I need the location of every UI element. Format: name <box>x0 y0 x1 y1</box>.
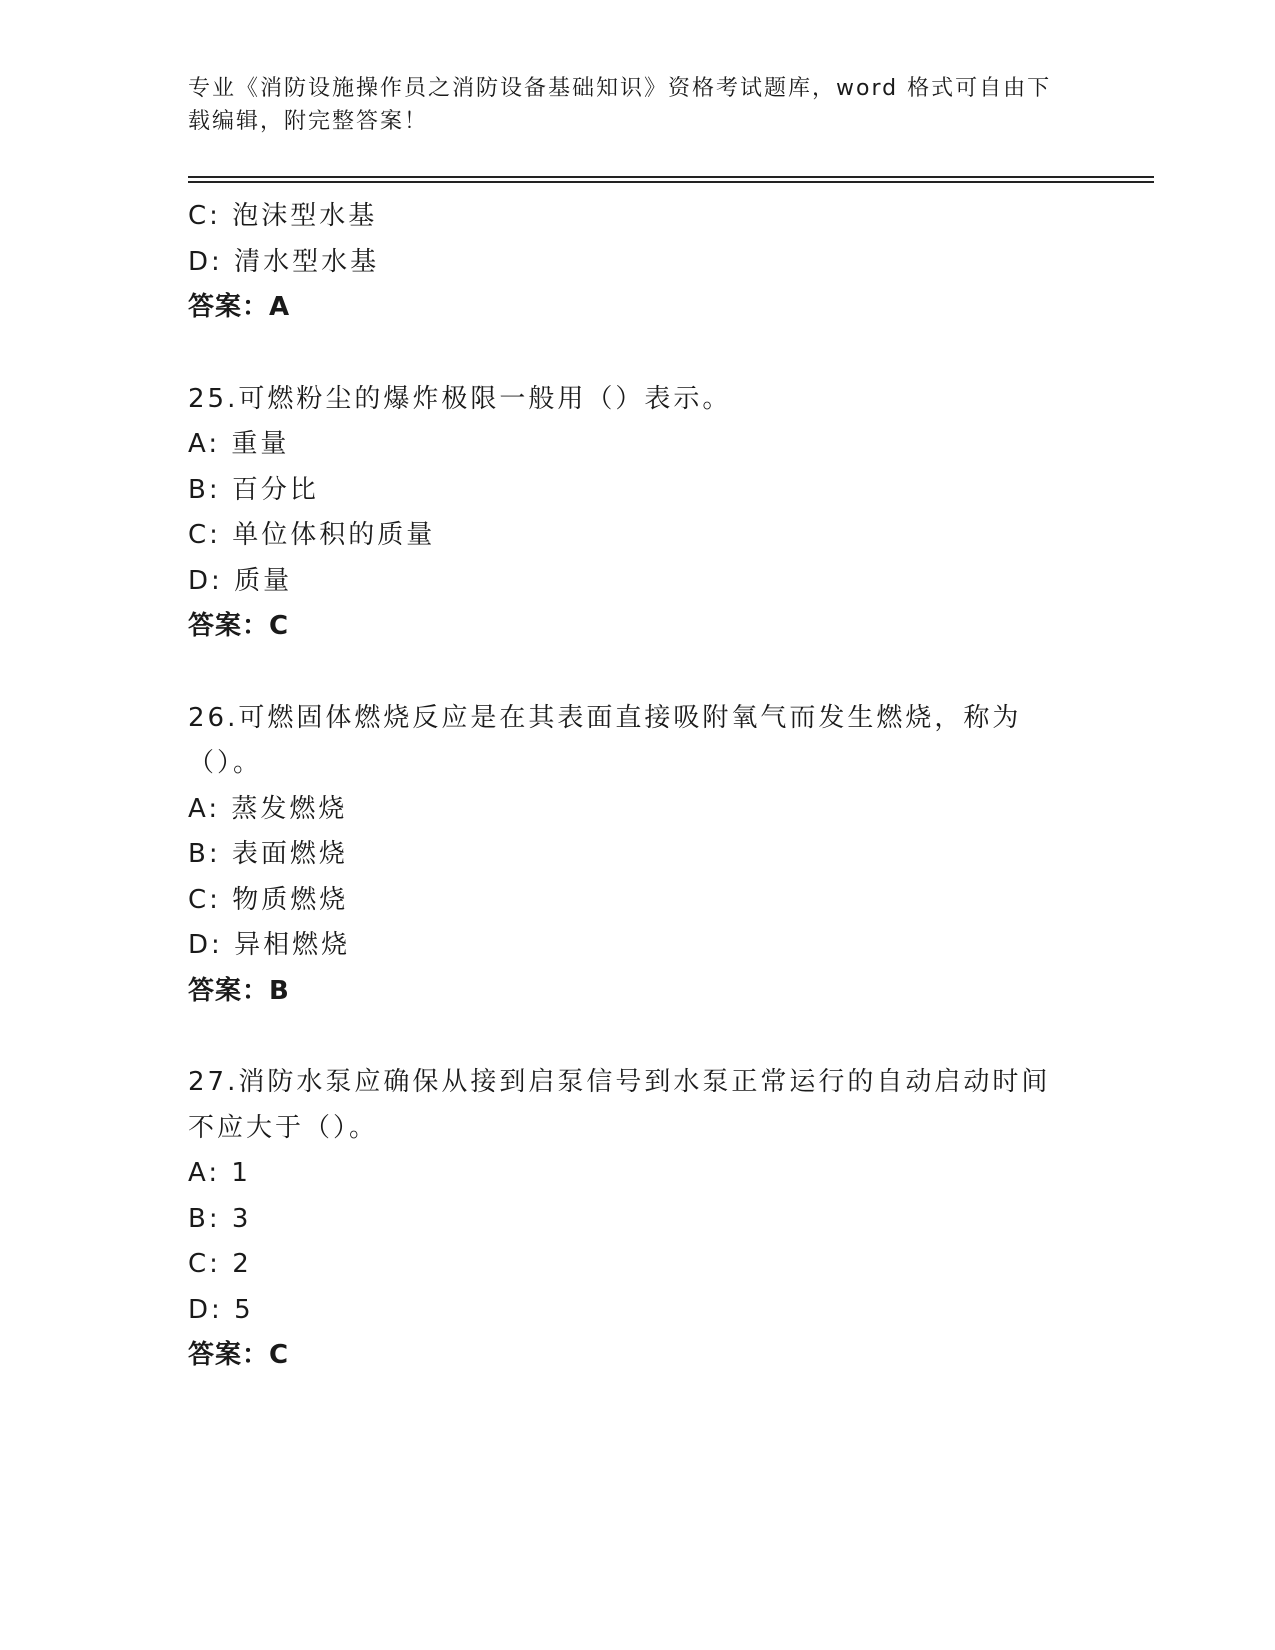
option-c: C: 物质燃烧 <box>188 884 349 915</box>
answer-line: 答案：C <box>188 611 290 641</box>
header-divider-top <box>188 176 1154 178</box>
header-divider-bottom <box>188 181 1154 183</box>
question-25 <box>188 377 1088 650</box>
option-b: B: 3 <box>188 1203 252 1234</box>
question-24-partial <box>188 194 1088 331</box>
option-c: C: 泡沫型水基 <box>188 201 378 231</box>
question-text: 25.可燃粉尘的爆炸极限一般用（）表示。 <box>188 383 732 414</box>
answer-line: 答案：C <box>188 1340 290 1370</box>
question-27 <box>188 1060 1088 1379</box>
question-text: 26.可燃固体燃烧反应是在其表面直接吸附氧气而发生燃烧，称为（）。 <box>188 702 1022 778</box>
option-a: A: 重量 <box>188 429 290 459</box>
document-header: 专业《消防设施操作员之消防设备基础知识》资格考试题库，word 格式可自由下载编辑，附完整答案！ <box>188 76 1052 134</box>
answer-line: 答案：B <box>188 975 290 1006</box>
question-list <box>188 194 1088 1379</box>
answer-line: 答案：A <box>188 292 291 322</box>
option-b: B: 百分比 <box>188 474 319 505</box>
option-d: D: 5 <box>188 1294 254 1325</box>
option-a: A: 1 <box>188 1158 251 1188</box>
question-26 <box>188 696 1088 1015</box>
option-d: D: 清水型水基 <box>188 246 380 277</box>
option-a: A: 蒸发燃烧 <box>188 793 348 824</box>
option-c: C: 2 <box>188 1249 252 1279</box>
option-d: D: 异相燃烧 <box>188 930 351 960</box>
question-text: 27.消防水泵应确保从接到启泵信号到水泵正常运行的自动启动时间不应大于（）。 <box>188 1067 1051 1143</box>
option-b: B: 表面燃烧 <box>188 839 348 869</box>
option-d: D: 质量 <box>188 565 293 596</box>
option-c: C: 单位体积的质量 <box>188 520 436 550</box>
